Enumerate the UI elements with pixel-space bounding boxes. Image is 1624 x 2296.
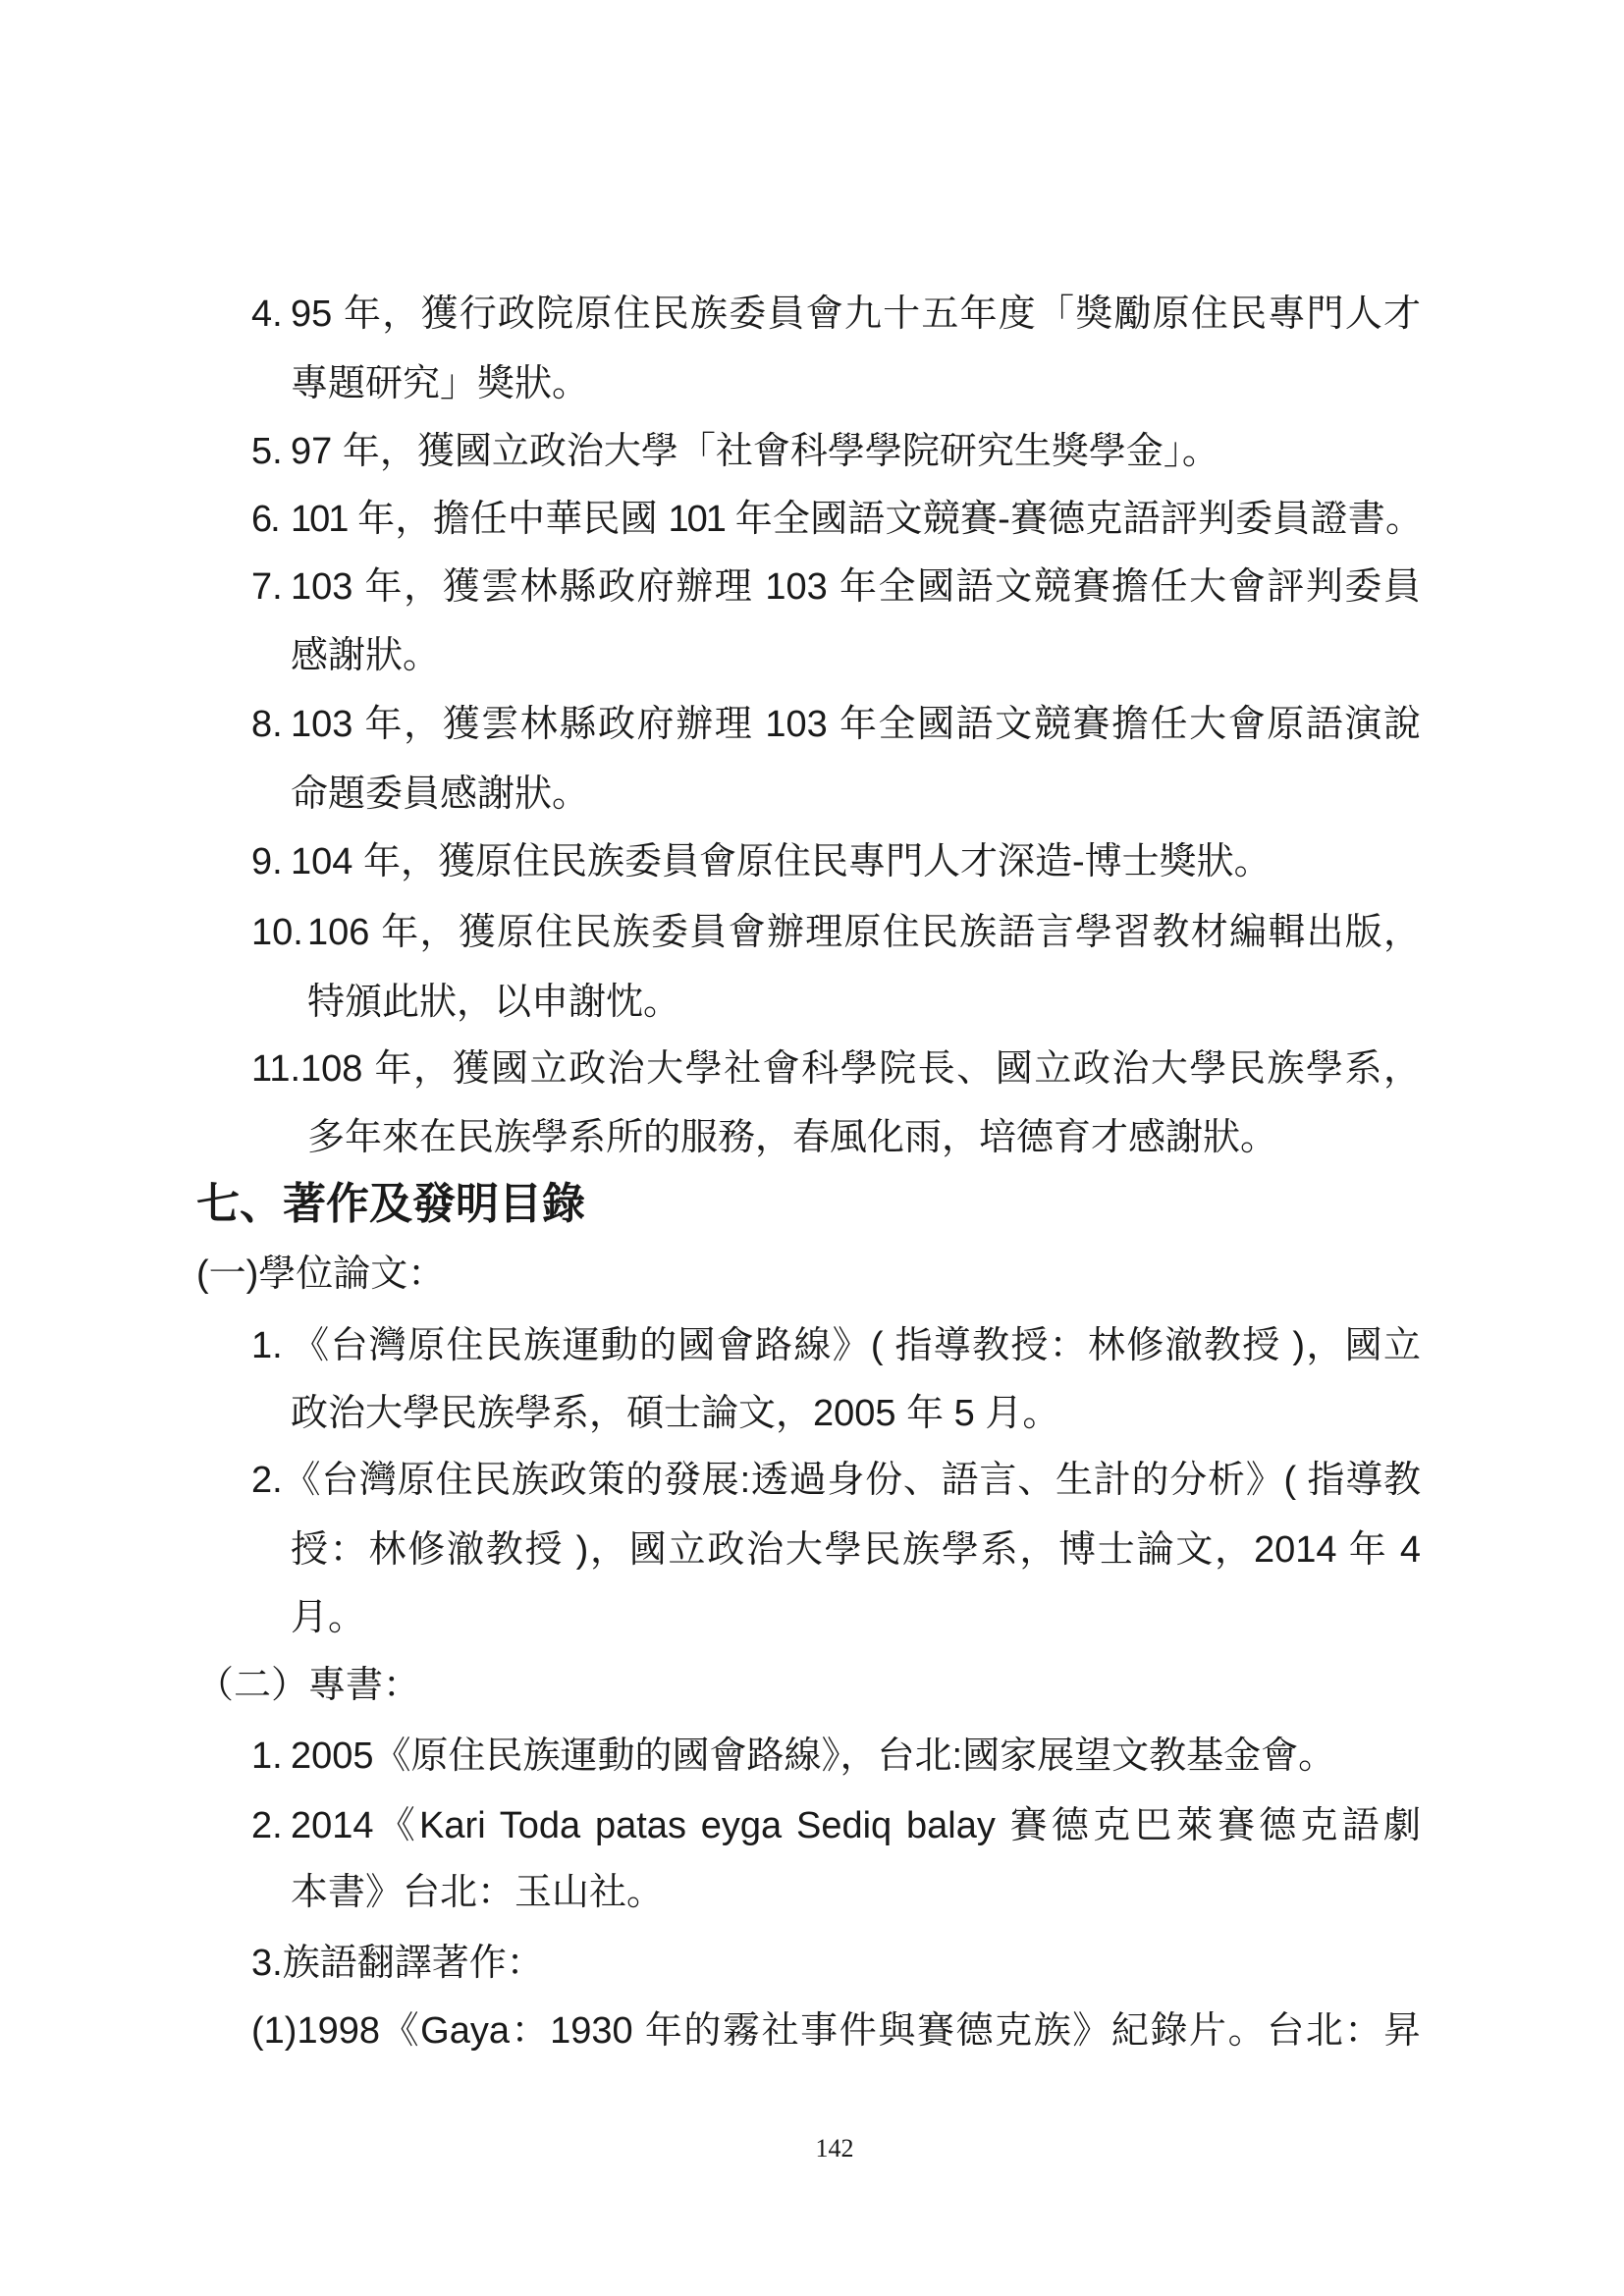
award-item-7-text: 103 年，獲雲林縣政府辦理 103 年全國語文競賽擔任大會評判委員 (291, 566, 1421, 608)
section-heading: 七、著作及發明目錄 (196, 1180, 585, 1228)
book-item-3-text: 族語翻譯著作： (282, 1943, 544, 1984)
translation-item-1-text: 1998《Gaya：1930 年的霧社事件與賽德克族》紀錄片。台北：昇 (297, 2010, 1421, 2052)
thesis-item-2-text: 《台灣原住民族政策的發展:透過身份、語言、生計的分析》( 指導教 (282, 1460, 1421, 1501)
thesis-item-1-text: 《台灣原住民族運動的國會路線》( 指導教授：林修澈教授 )，國立 (291, 1325, 1421, 1366)
page-number: 142 (815, 2134, 854, 2163)
award-item-8-continuation: 命題委員感謝狀。 (291, 774, 590, 815)
award-item-10-number: 10. (251, 912, 303, 953)
award-item-7-number: 7. (251, 566, 283, 608)
subsection-heading-theses: (一)學位論文： (196, 1254, 446, 1295)
award-item-11-line-1 (251, 1035, 1421, 1103)
thesis-item-1-continuation: 政治大學民族學系，碩士論文，2005 年 5 月。 (291, 1393, 1060, 1434)
award-item-4-number: 4. (251, 294, 283, 335)
award-item-5-text: 97 年，獲國立政治大學「社會科學學院研究生獎學金」。 (291, 431, 1219, 472)
award-item-5-line-1 (251, 417, 1421, 486)
award-item-4-text: 95 年，獲行政院原住民族委員會九十五年度「獎勵原住民專門人才 (291, 294, 1422, 335)
award-item-8-text: 103 年，獲雲林縣政府辦理 103 年全國語文競賽擔任大會原語演說 (291, 704, 1421, 745)
book-item-1-number: 1. (251, 1735, 283, 1777)
thesis-item-2-continuation-2: 月。 (291, 1597, 366, 1638)
award-item-7-line-1 (251, 553, 1421, 621)
award-item-9-line-1 (251, 828, 1421, 896)
award-item-6-text: 101 年，擔任中華民國 101 年全國語文競賽-賽德克語評判委員證書。 (291, 499, 1421, 540)
thesis-item-2-number: 2. (251, 1460, 283, 1501)
book-item-1-line-1 (251, 1722, 1421, 1790)
book-item-2-line-1 (251, 1791, 1421, 1860)
subsection-heading-books: （二）專書： (196, 1665, 421, 1706)
book-item-3-number: 3. (251, 1943, 283, 1984)
award-item-11-continuation: 多年來在民族學系所的服務，春風化雨，培德育才感謝狀。 (307, 1117, 1278, 1158)
book-item-2-text: 2014《Kari Toda patas eyga Sediq balay 賽德克巴萊賽德克語劇 (291, 1805, 1421, 1846)
thesis-item-1-line-1 (251, 1311, 1421, 1380)
book-item-1-text: 2005《原住民族運動的國會路線》，台北:國家展望文教基金會。 (291, 1735, 1336, 1777)
book-item-3-line-1 (251, 1929, 1421, 1998)
translation-item-1-number: (1) (251, 2010, 298, 2052)
award-item-6-line-1 (251, 485, 1421, 554)
award-item-8-line-1 (251, 690, 1421, 759)
thesis-item-1-number: 1. (251, 1325, 283, 1366)
award-item-9-text: 104 年，獲原住民族委員會原住民專門人才深造-博士獎狀。 (291, 841, 1272, 882)
award-item-11-number: 11. (251, 1048, 301, 1090)
book-item-2-continuation: 本書》台北：玉山社。 (291, 1872, 665, 1913)
award-item-10-line-1 (251, 898, 1421, 967)
translation-item-1-line-1 (251, 1997, 1421, 2065)
award-item-9-number: 9. (251, 841, 283, 882)
award-item-6-number: 6. (251, 499, 279, 540)
award-item-10-text: 106 年，獲原住民族委員會辦理原住民族語言學習教材編輯出版， (307, 912, 1421, 953)
award-item-8-number: 8. (251, 704, 283, 745)
award-item-5-number: 5. (251, 431, 283, 472)
award-item-10-continuation: 特頒此狀，以申謝忱。 (307, 982, 681, 1023)
book-item-2-number: 2. (251, 1805, 283, 1846)
award-item-4-line-1 (251, 280, 1421, 348)
award-item-7-continuation: 感謝狀。 (291, 635, 441, 676)
award-item-11-text: 108 年，獲國立政治大學社會科學院長、國立政治大學民族學系， (300, 1048, 1421, 1090)
thesis-item-2-line-1 (251, 1446, 1421, 1515)
award-item-4-continuation: 專題研究」獎狀。 (291, 363, 590, 404)
thesis-item-2-continuation-1: 授：林修澈教授 )，國立政治大學民族學系，博士論文，2014 年 4 (291, 1529, 1421, 1571)
